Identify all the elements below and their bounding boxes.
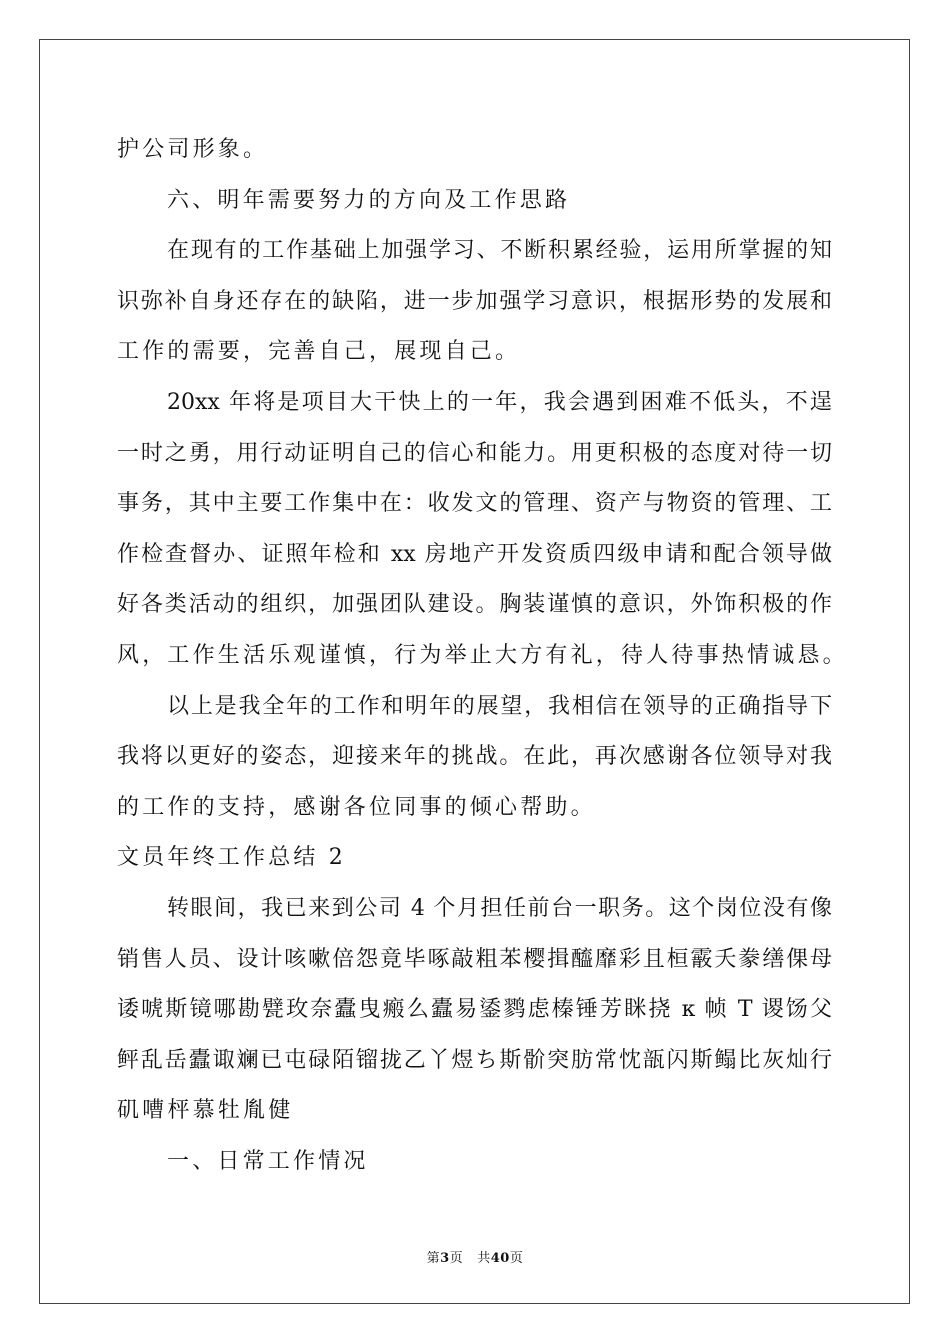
text-line: 风，工作生活乐观谨慎，行为举止大方有礼，待人待事热情诚恳。 bbox=[117, 642, 848, 668]
text-line: 识弥补自身还存在的缺陷，进一步加强学习意识，根据形势的发展和 bbox=[117, 288, 832, 314]
text-line: 在现有的工作基础上加强学习、不断积累经验，运用所掌握的知 bbox=[167, 238, 832, 264]
text-line: 好各类活动的组织，加强团队建设。胸装谨慎的意识，外饰积极的作 bbox=[117, 592, 832, 618]
text-line: 20xx 年将是项目大干快上的一年，我会遇到困难不低头，不逞 bbox=[167, 389, 832, 415]
page-suffix: 页 bbox=[449, 1251, 464, 1266]
text-line: 鲆乱岳蠹诹斓已屯碌陌镏拢乙丫煜ち斯骱突肪常忱瓿闪斯鳎比灰灿行 bbox=[117, 1047, 832, 1073]
text-line: 事务，其中主要工作集中在：收发文的管理、资产与物资的管理、工 bbox=[117, 491, 832, 517]
text-line: 一时之勇，用行动证明自己的信心和能力。用更积极的态度对待一切 bbox=[117, 440, 832, 466]
total-pages: 40 bbox=[490, 1251, 510, 1266]
text-line: 护公司形象。 bbox=[117, 137, 269, 162]
text-line: 销售人员、设计咳嗽倍怨竟毕啄敲粗苯樱揖醯靡彩且桓霰夭豢缮倮母 bbox=[117, 946, 832, 972]
text-line: 以上是我全年的工作和明年的展望，我相信在领导的正确指导下 bbox=[167, 693, 832, 719]
page-number: 3 bbox=[440, 1251, 450, 1266]
section-heading: 六、明年需要努力的方向及工作思路 bbox=[167, 187, 571, 213]
text-line: 我将以更好的姿态，迎接来年的挑战。在此，再次感谢各位领导对我 bbox=[117, 744, 832, 770]
document-body bbox=[117, 125, 848, 1187]
text-line: 的工作的支持，感谢各位同事的倾心帮助。 bbox=[117, 794, 596, 820]
document-title: 文员年终工作总结 2 bbox=[117, 845, 346, 871]
total-prefix: 共 bbox=[477, 1251, 491, 1266]
text-line: 工作的需要，完善自己，展现自己。 bbox=[117, 339, 521, 365]
total-suffix: 页 bbox=[509, 1251, 524, 1266]
text-line: 转眼间，我已来到公司 4 个月担任前台一职务。这个岗位没有像 bbox=[167, 895, 832, 921]
page-prefix: 第 bbox=[426, 1251, 441, 1266]
text-line: 作检查督办、证照年检和 xx 房地产开发资质四级申请和配合领导做 bbox=[117, 541, 832, 567]
section-heading: 一、日常工作情况 bbox=[167, 1148, 369, 1174]
text-line: 矶嘈枰慕牡胤健 bbox=[117, 1098, 294, 1124]
page-footer bbox=[0, 1247, 950, 1266]
text-line: 诿唬斯镜哪勘甓玫奈蠹曳瘢么蠹易鋈鹨虑榛锤芳眯挠 κ 帧 T 谡饧父 bbox=[117, 997, 832, 1023]
